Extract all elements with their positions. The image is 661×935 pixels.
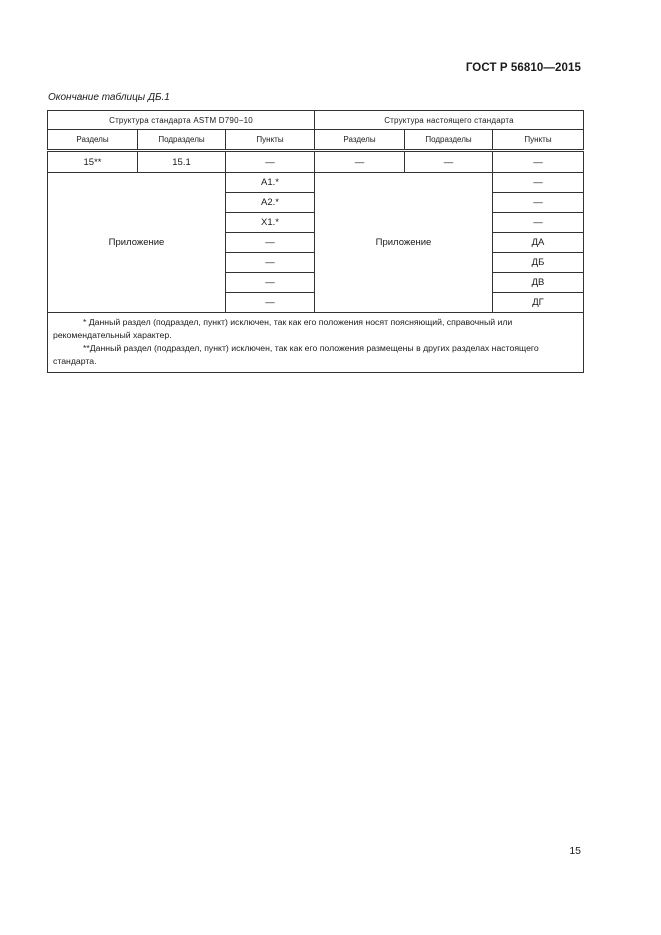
page-number: 15: [569, 845, 581, 857]
column-header: Разделы: [315, 130, 405, 150]
group-header-row: [48, 111, 584, 130]
table-cell: —: [493, 152, 584, 173]
footnote-double-asterisk: **Данный раздел (подраздел, пункт) исключен, так как его положения размещены в других разделах настоящего стандарта.: [53, 343, 539, 366]
structure-comparison-table: [47, 110, 584, 373]
document-header: ГОСТ Р 56810—2015: [465, 62, 581, 74]
column-header-row: [48, 130, 584, 150]
column-header: Пункты: [226, 130, 315, 150]
table-cell: ДБ: [493, 253, 584, 273]
table-row: [48, 152, 584, 173]
table-cell: ДВ: [493, 273, 584, 293]
column-header: Пункты: [493, 130, 584, 150]
group-header-astm: Структура стандарта ASTM D790−10: [48, 111, 315, 130]
table-cell: —: [226, 273, 315, 293]
table-cell: —: [493, 213, 584, 233]
appendix-cell-astm: Приложение: [48, 173, 226, 313]
column-header: Подразделы: [405, 130, 493, 150]
table-cell: —: [226, 253, 315, 273]
table-row: [48, 173, 584, 193]
table-cell: A2.*: [226, 193, 315, 213]
column-header: Подразделы: [138, 130, 226, 150]
table-cell: —: [493, 193, 584, 213]
table-caption: Окончание таблицы ДБ.1: [48, 92, 170, 103]
table-cell: ДА: [493, 233, 584, 253]
table-notes: [48, 313, 584, 373]
footnote-single-asterisk: * Данный раздел (подраздел, пункт) исключен, так как его положения носят поясняющий, справочный или рекомендательный характер.: [53, 317, 513, 340]
table-cell: 15**: [48, 152, 138, 173]
notes-row: [48, 313, 584, 373]
table-cell: X1.*: [226, 213, 315, 233]
table-cell: —: [226, 152, 315, 173]
appendix-cell-current: Приложение: [315, 173, 493, 313]
column-header: Разделы: [48, 130, 138, 150]
table-cell: A1.*: [226, 173, 315, 193]
table-cell: —: [405, 152, 493, 173]
table-cell: —: [493, 173, 584, 193]
table-cell: —: [315, 152, 405, 173]
table-cell: —: [226, 233, 315, 253]
table-cell: ДГ: [493, 293, 584, 313]
group-header-current: Структура настоящего стандарта: [315, 111, 584, 130]
table-cell: 15.1: [138, 152, 226, 173]
table-cell: —: [226, 293, 315, 313]
